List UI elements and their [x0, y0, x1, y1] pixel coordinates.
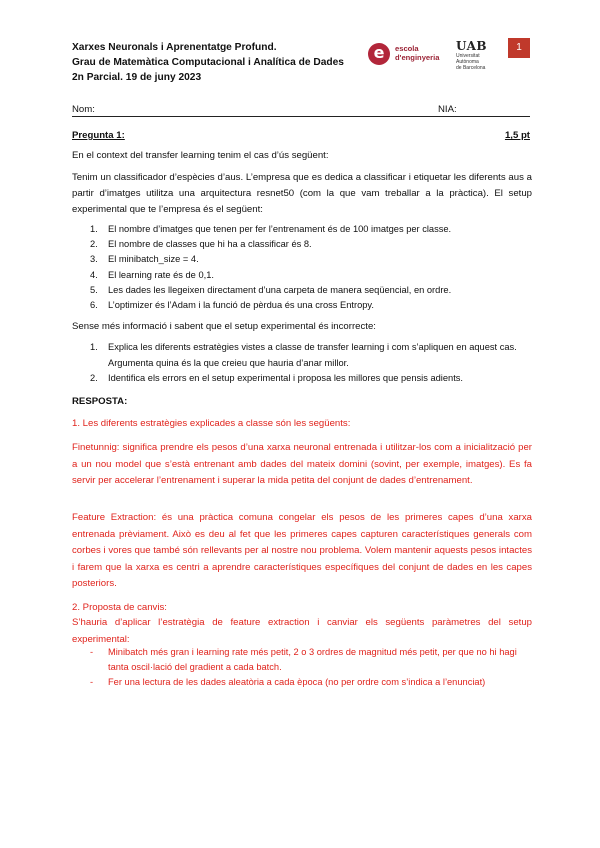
answer-part2-heading: 2. Proposta de canvis: — [72, 602, 167, 613]
list-item: - Fer una lectura de les dades aleatòria a cada època (no per ordre com s’indica a l’enunciat) — [90, 677, 486, 688]
list-item: 2. Identifica els errors en el setup experimental i proposa les millores que pensis adients. — [90, 373, 464, 383]
uab-subtitle: Universitat Autònoma de Barcelona — [456, 53, 486, 71]
header-course-title: Xarxes Neuronals i Aprenentatge Profund. — [72, 42, 277, 53]
question-points: 1,5 pt — [504, 130, 530, 141]
header-course-info — [72, 40, 344, 85]
uab-mark: UAB — [456, 39, 488, 53]
escola-logo-text: escola d'enginyeria — [395, 44, 440, 62]
list-item: 1. Explica les diferents estratègies vistes a classe de transfer learning i com s’apliquen en aquest cas. Argumenta quina és la que creieu que hauria d’anar millor. — [90, 342, 517, 368]
list-item: - Minibatch més gran i learning rate més petit, 2 o 3 ordres de magnitud més petit, per que no hi hagi tanta oscil·lació del gradient a cada batch. — [90, 647, 517, 673]
answer-feature-extraction: Feature Extraction: és una pràctica comuna congelar els pesos de les primeres capes d’una xarxa entrenada prèviament. Això es deu al fet que les primeres capes capturen característiques generals com corbes i vores que també són rellevants per al nostre nou problema. Volem mantenir aquests pesos intactes i farem que la xarxa es centri a aprendre característiques específiques del conjunt de dades en les capes posteriors. — [72, 512, 532, 589]
list-item: 5. Les dades les llegeixen directament d’una carpeta de manera seqüencial, en ordre. — [90, 284, 452, 295]
question-scenario: Tenim un classificador d’espècies d’aus. L’empresa que es dedica a classificar i etiquetar les diferents aus a partir d’imatges utilitza una arquitectura resnet50 (com la que vam treballar a la pràctica). El setup experimental que te l’empresa és el següent: — [72, 172, 532, 215]
nia-field-label: NIA: — [438, 104, 457, 115]
escola-e-mark: e — [368, 43, 390, 65]
list-item: 6. L’optimizer és l’Adam i la funció de pèrdua és una cross Entropy. — [90, 300, 374, 311]
question-intro: En el context del transfer learning tenim el cas d’ús següent: — [72, 150, 329, 161]
escola-enginyeria-logo — [368, 40, 468, 70]
header-degree: Grau de Matemàtica Computacional i Analítica de Dades — [72, 57, 344, 68]
question-statement: Sense més informació i sabent que el setup experimental és incorrecte: — [72, 321, 376, 332]
list-item: 4. El learning rate és de 0,1. — [90, 269, 214, 280]
question-title: Pregunta 1: — [72, 130, 125, 141]
answer-label: RESPOSTA: — [72, 396, 128, 407]
answer-part2-intro: S’hauria d’aplicar l’estratègia de feature extraction i canviar els següents paràmetres del setup experimental: — [72, 617, 532, 645]
page-number-badge: 1 — [508, 38, 530, 58]
task-list — [72, 340, 532, 387]
header-exam-date: 2n Parcial. 19 de juny 2023 — [72, 72, 202, 83]
list-item: 1. El nombre d’imatges que tenen per fer l’entrenament és de 100 imatges per classe. — [90, 224, 452, 234]
setup-list — [72, 222, 532, 313]
answer-part1-heading: 1. Les diferents estratègies explicades a classe són les següents: — [72, 418, 351, 429]
answer-finetuning: Finetunnig: significa prendre els pesos d’una xarxa neuronal entrenada i utilitzar-los com a inicialització per a un nou model que s’està entrenant amb dades del mateix domini (sovint, per exemple, imatges). Es fa servir per accelerar l’entrenament i superar la mida petita del conjunt de dades d’entrenament. — [72, 442, 532, 486]
list-item: 2. El nombre de classes que hi ha a classificar és 8. — [90, 239, 312, 250]
list-item: 3. El minibatch_size = 4. — [90, 254, 199, 265]
uab-logo — [456, 40, 502, 70]
changes-list — [72, 645, 532, 691]
name-field-line — [72, 116, 530, 117]
name-field-label: Nom: — [72, 104, 95, 115]
